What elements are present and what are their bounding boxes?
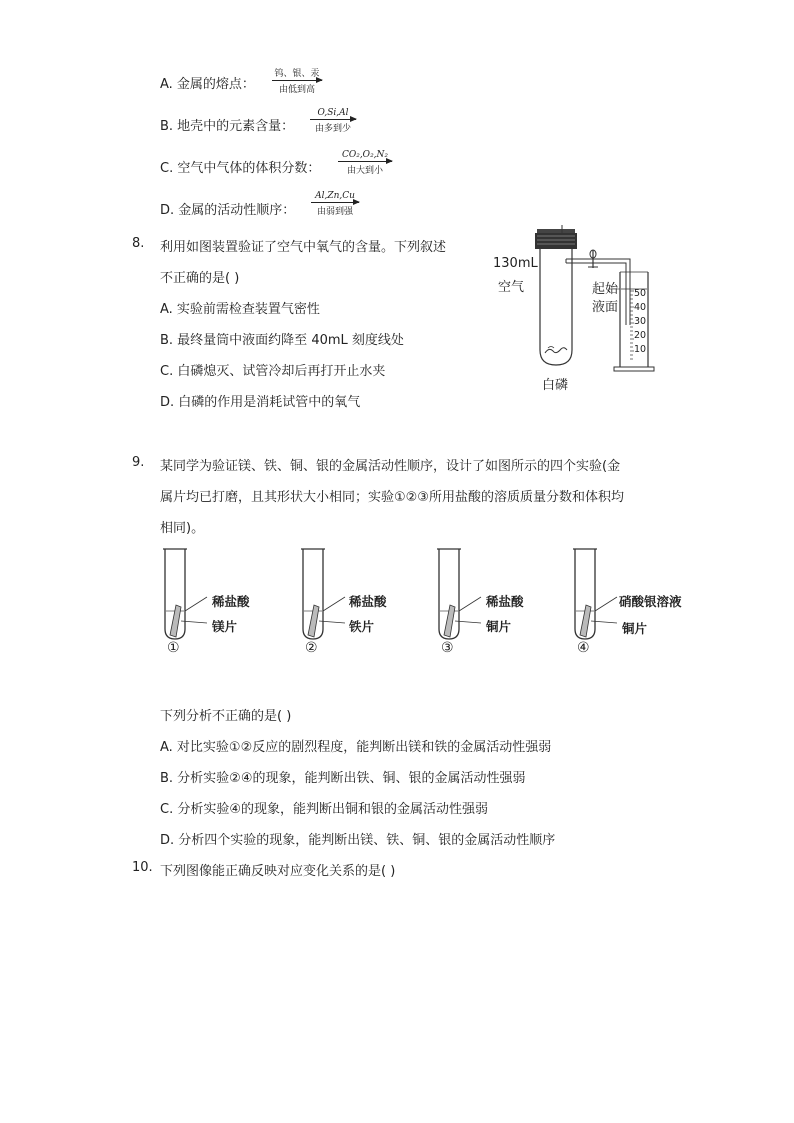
q9-option-d: D. 分析四个实验的现象，能判断出镁、铁、铜、银的金属活动性顺序 [160,833,556,848]
test-tube-3-icon [437,549,481,639]
q8-phosphorus-label: 白磷 [542,378,569,393]
arrow-b-bottom: 由多到少 [314,124,351,134]
q8-air-label: 空气 [498,280,525,295]
q8-stem-line2: 不正确的是( ) [160,271,240,286]
option-c-text: C. 空气中气体的体积分数： [160,161,321,176]
q8-number: 8. [132,236,145,251]
q9-stem-line3: 相同)。 [160,521,205,536]
scale-30: 30 [634,316,647,327]
scale-10: 10 [634,344,647,355]
q9-option-c: C. 分析实验④的现象，能判断出铜和银的金属活动性强弱 [160,802,488,817]
arrow-c [338,150,392,176]
arrow-d-bottom: 由弱到强 [316,207,353,217]
q10-number: 10. [132,860,153,875]
tube-3-index: ③ [441,640,454,656]
arrow-d-top: Al,Zn,Cu [315,191,355,201]
q8-volume-label: 130mL [493,256,538,271]
tube-1-metal: 镁片 [212,619,238,634]
q9-prompt: 下列分析不正确的是( ) [160,709,292,724]
tube-4-liquid: 硝酸银溶液 [619,594,682,609]
arrow-icon [311,202,359,203]
tube-4-metal: 铜片 [622,621,648,636]
option-d-line [160,199,295,218]
tube-4-index: ④ [577,640,590,656]
q9-option-a: A. 对比实验①②反应的剧烈程度，能判断出镁和铁的金属活动性强弱 [160,740,552,755]
q9-number: 9. [132,455,145,470]
tube-1-liquid: 稀盐酸 [212,594,250,609]
q8-stem-line1: 利用如图装置验证了空气中氧气的含量。下列叙述 [160,240,447,255]
scale-40: 40 [634,302,647,313]
option-c-line [160,157,320,176]
arrow-b [310,108,356,134]
test-tube-icon [540,249,572,365]
q8-option-b: B. 最终量筒中液面约降至 40mL 刻度线处 [160,333,404,348]
arrow-c-top: CO₂,O₂,N₂ [341,150,389,160]
q10-stem: 下列图像能正确反映对应变化关系的是( ) [160,864,396,879]
q9-option-b: B. 分析实验②④的现象，能判断出铁、铜、银的金属活动性强弱 [160,771,526,786]
cylinder-scale [634,287,646,357]
tube-1-index: ① [167,640,180,656]
q8-option-a: A. 实验前需检查装置气密性 [160,302,320,317]
arrow-a [272,66,322,95]
q9-stem-line1: 某同学为验证镁、铁、铜、银的金属活动性顺序，设计了如图所示的四个实验(金 [160,459,621,474]
q8-start-label-2: 液面 [592,300,619,315]
q8-option-d: D. 白磷的作用是消耗试管中的氧气 [160,395,361,410]
test-tube-2-icon [301,549,345,639]
arrow-a-top: 钨、银、汞 [274,69,320,79]
arrow-icon [338,161,392,162]
q8-option-c: C. 白磷熄灭、试管冷却后再打开止水夹 [160,364,386,379]
tube-3-liquid: 稀盐酸 [486,594,524,609]
tube-2-liquid: 稀盐酸 [349,594,387,609]
arrow-icon [272,80,322,81]
arrow-icon [310,119,356,120]
test-tube-4-icon [573,549,617,639]
tube-2-index: ② [305,640,318,656]
tube-3-metal: 铜片 [486,619,512,634]
scale-20: 20 [634,330,647,341]
arrow-b-top: O,Si,Al [317,108,349,118]
tube-2-metal: 铁片 [349,619,375,634]
arrow-c-bottom: 由大到小 [346,166,383,176]
white-phosphorus-icon [545,348,567,353]
option-a-text: A. 金属的熔点： [160,77,255,92]
rubber-stopper-icon [535,229,577,249]
arrow-a-bottom: 由低到高 [278,85,315,95]
option-d-text: D. 金属的活动性顺序： [160,203,296,218]
scale-50: 50 [634,288,647,299]
arrow-d [311,191,359,217]
q9-stem-line2: 属片均已打磨，且其形状大小相同；实验①②③所用盐酸的溶质质量分数和体积均 [160,490,624,505]
test-tube-1-icon [163,549,207,639]
option-b-text: B. 地壳中的元素含量： [160,119,295,134]
option-b-line [160,115,294,134]
option-a-line [160,73,255,92]
q8-start-label-1: 起始 [592,282,619,297]
